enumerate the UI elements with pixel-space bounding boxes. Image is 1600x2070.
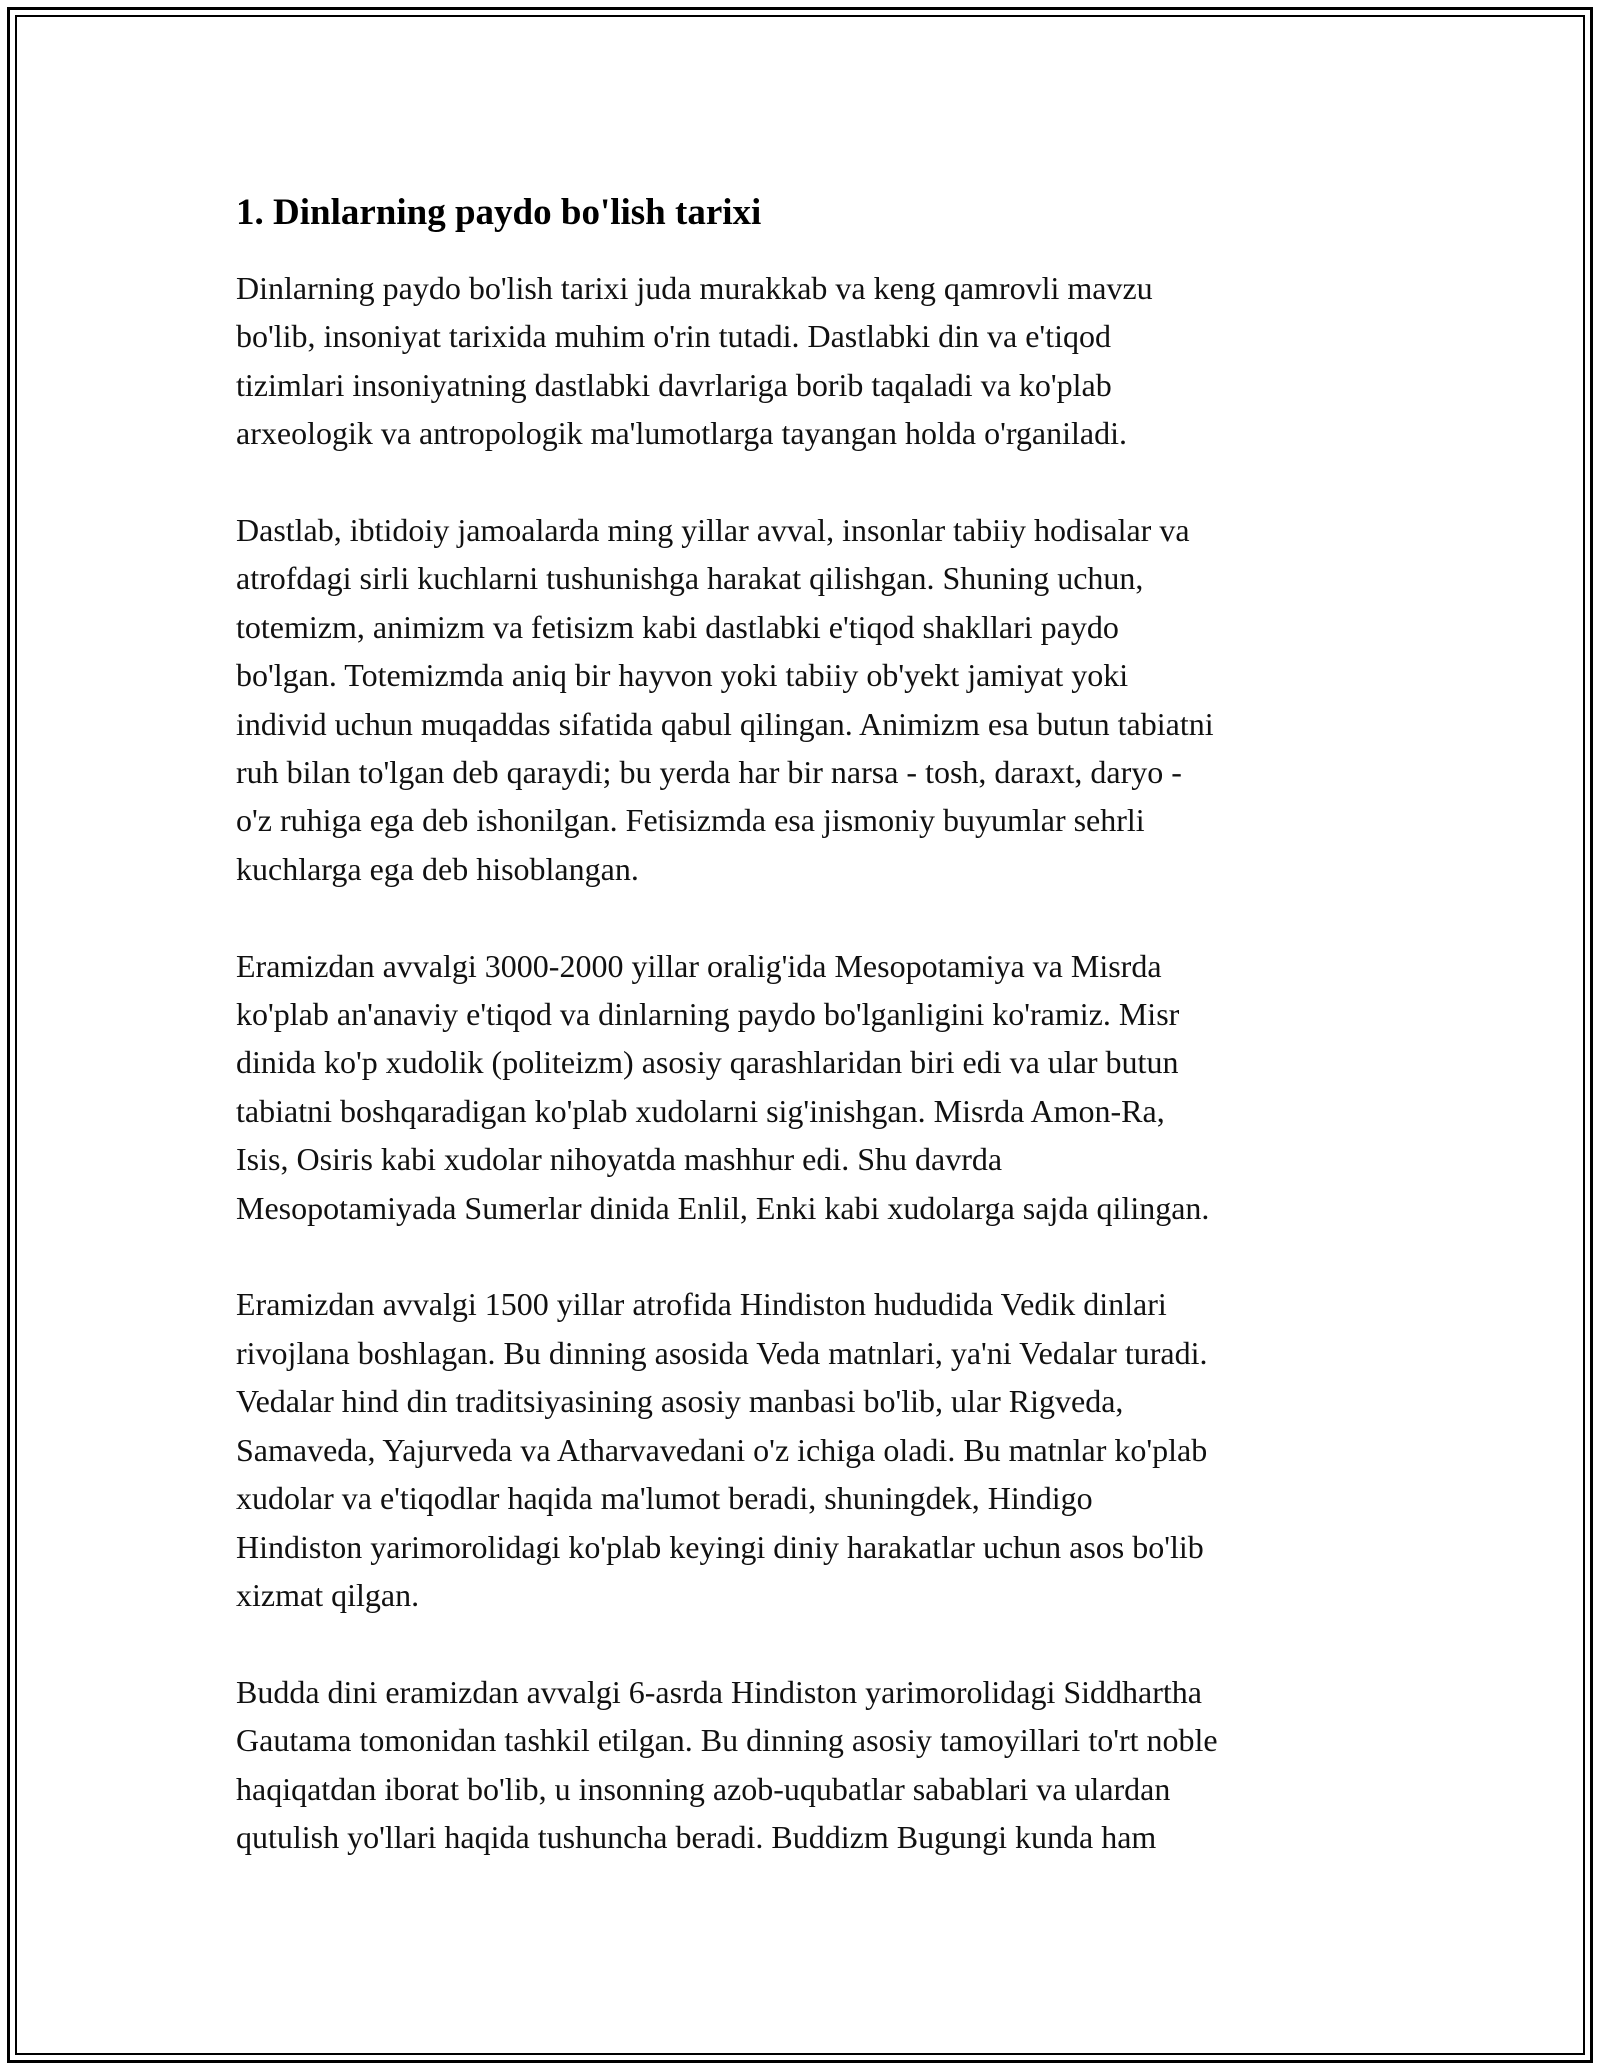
paragraph-line: dinida ko'p xudolik (politeizm) asosiy qarashlaridan biri edi va ular butun — [236, 1044, 1179, 1081]
paragraph-line: arxeologik va antropologik ma'lumotlarga tayangan holda o'rganiladi. — [236, 415, 1127, 452]
body-paragraph — [236, 264, 1376, 458]
paragraph-line: kuchlarga ega deb hisoblangan. — [236, 850, 639, 887]
paragraph-line: Mesopotamiyada Sumerlar dinida Enlil, Enki kabi xudolarga sajda qilingan. — [236, 1189, 1210, 1226]
paragraph-line: xudolar va e'tiqodlar haqida ma'lumot beradi, shuningdek, Hindigo — [236, 1480, 1093, 1517]
paragraph-line: o'z ruhiga ega deb ishonilgan. Fetisizmda esa jismoniy buyumlar sehrli — [236, 802, 1145, 839]
paragraph-line: Budda dini eramizdan avvalgi 6-asrda Hindiston yarimorolidagi Siddhartha — [236, 1673, 1202, 1710]
document-body — [236, 188, 1376, 1910]
paragraph-line: totemizm, animizm va fetisizm kabi dastlabki e'tiqod shakllari paydo — [236, 608, 1119, 645]
body-paragraph — [236, 1668, 1376, 1862]
paragraph-line: atrofdagi sirli kuchlarni tushunishga harakat qilishgan. Shuning uchun, — [236, 560, 1144, 597]
paragraph-line: Dinlarning paydo bo'lish tarixi juda murakkab va keng qamrovli mavzu — [236, 270, 1153, 306]
paragraph-line: tabiatni boshqaradigan ko'plab xudolarni sig'inishgan. Misrda Amon-Ra, — [236, 1092, 1165, 1129]
body-paragraph — [236, 942, 1376, 1232]
paragraph-list — [236, 264, 1376, 1861]
paragraph-line: ko'plab an'anaviy e'tiqod va dinlarning paydo bo'lganligini ko'ramiz. Misr — [236, 996, 1180, 1033]
paragraph-line: qutulish yo'llari haqida tushuncha beradi. Buddizm Bugungi kunda ham — [236, 1818, 1157, 1855]
paragraph-line: bo'lib, insoniyat tarixida muhim o'rin tutadi. Dastlabki din va e'tiqod — [236, 318, 1111, 355]
paragraph-line: bo'lgan. Totemizmda aniq bir hayvon yoki tabiiy ob'yekt jamiyat yoki — [236, 657, 1129, 694]
paragraph-line: Isis, Osiris kabi xudolar nihoyatda mashhur edi. Shu davrda — [236, 1141, 1003, 1178]
paragraph-line: Vedalar hind din traditsiyasining asosiy manbasi bo'lib, ular Rigveda, — [236, 1383, 1124, 1420]
paragraph-line: Samaveda, Yajurveda va Atharvavedani o'z ichiga oladi. Bu matnlar ko'plab — [236, 1431, 1208, 1468]
paragraph-line: Eramizdan avvalgi 1500 yillar atrofida Hindiston hududida Vedik dinlari — [236, 1286, 1167, 1323]
paragraph-line: individ uchun muqaddas sifatida qabul qilingan. Animizm esa butun tabiatni — [236, 705, 1214, 742]
paragraph-line: Dastlab, ibtidoiy jamoalarda ming yillar avval, insonlar tabiiy hodisalar va — [236, 512, 1190, 549]
body-paragraph — [236, 1280, 1376, 1619]
paragraph-line: Eramizdan avvalgi 3000-2000 yillar oralig'ida Mesopotamiya va Misrda — [236, 947, 1162, 984]
paragraph-line: Gautama tomonidan tashkil etilgan. Bu dinning asosiy tamoyillari to'rt noble — [236, 1722, 1218, 1759]
paragraph-line: tizimlari insoniyatning dastlabki davrlariga borib taqaladi va ko'plab — [236, 366, 1112, 403]
paragraph-line: Hindiston yarimorolidagi ko'plab keyingi diniy harakatlar uchun asos bo'lib — [236, 1528, 1204, 1565]
paragraph-line: rivojlana boshlagan. Bu dinning asosida Veda matnlari, ya'ni Vedalar turadi. — [236, 1334, 1208, 1371]
paragraph-line: ruh bilan to'lgan deb qaraydi; bu yerda har bir narsa - tosh, daraxt, daryo - — [236, 754, 1182, 791]
paragraph-line: xizmat qilgan. — [236, 1576, 420, 1613]
section-heading: 1. Dinlarning paydo bo'lish tarixi — [236, 192, 762, 233]
paragraph-line: haqiqatdan iborat bo'lib, u insonning azob-uqubatlar sabablari va ulardan — [236, 1770, 1171, 1807]
body-paragraph — [236, 506, 1376, 893]
